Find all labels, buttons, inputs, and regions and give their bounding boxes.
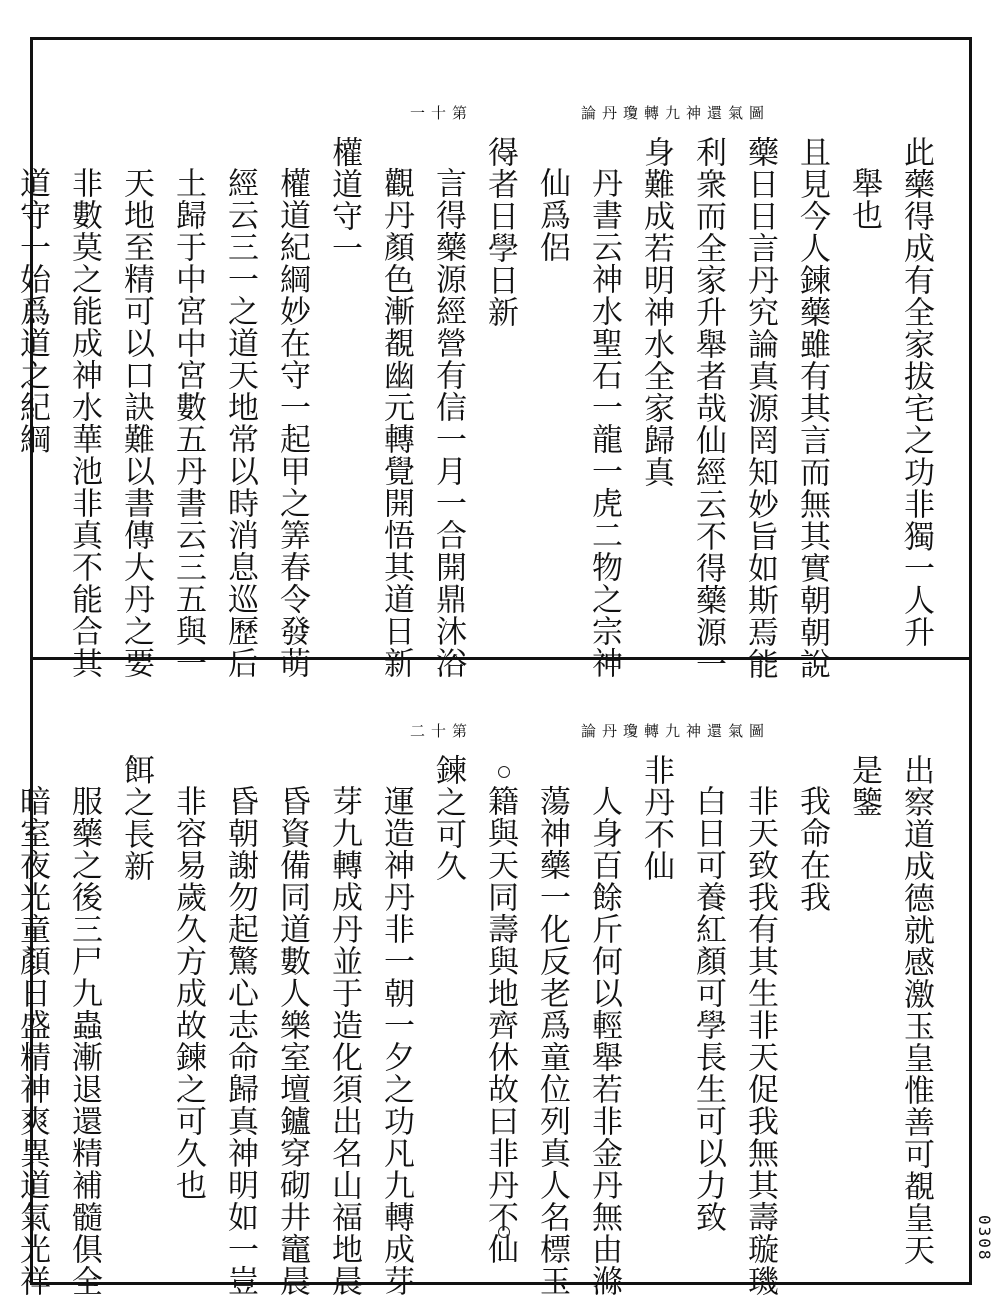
- text-column: 藥日日言丹究論真源罔知妙旨如斯焉能: [742, 136, 778, 680]
- section-mark-circle: [498, 1226, 510, 1238]
- text-column: 白日可養紅顏可學長生可以力致: [690, 785, 726, 1233]
- text-column: 芽九轉成丹並于造化須出名山福地晨: [326, 785, 362, 1297]
- text-column: 道守一始爲道之紀綱: [14, 167, 50, 455]
- text-column: [0, 754, 2, 1297]
- page-number: 0308: [975, 1215, 994, 1262]
- text-column: 言得藥源經營有信一月一合開鼎沐浴: [430, 167, 466, 679]
- text-column: 權道守一: [326, 136, 362, 264]
- text-column: 天地至精可以口訣難以書傳大丹之要: [118, 167, 154, 679]
- text-column: 出察道成德就感激玉皇惟善可覩皇天: [898, 754, 934, 1266]
- text-column: 蕩神藥一化反老爲童位列真人名標玉: [534, 785, 570, 1297]
- text-column: 我命在我: [794, 785, 830, 913]
- text-column: 土歸于中宮中宮數五丹書云三五與一: [170, 167, 206, 679]
- text-column: 餌之長新: [118, 754, 154, 882]
- text-column: 利衆而全家升舉者哉仙經云不得藥源一: [690, 136, 726, 680]
- text-column: 舉也: [846, 167, 882, 231]
- text-column: 非容易歲久方成故鍊之可久也: [170, 785, 206, 1201]
- text-column: [0, 136, 2, 680]
- text-column: 非天致我有其生非天促我無其壽璇璣: [742, 785, 778, 1297]
- top-columns: [0, 136, 938, 680]
- text-column: 經云三一之道天地常以時消息巡歷后: [222, 167, 258, 679]
- text-column: 且見今人鍊藥雖有其言而無其實朝朝說: [794, 136, 830, 680]
- text-column: 仙爲侶: [534, 167, 570, 263]
- text-column: 昏資備同道數人樂室壇鑪穿砌井竈晨: [274, 785, 310, 1297]
- text-column: 身難成若明神水全家歸真: [638, 136, 674, 488]
- text-column: 籍與天同壽與地齊休故曰非丹不仙: [482, 785, 518, 1265]
- text-column: 昏朝謝勿起驚心志命歸真神明如一豈: [222, 785, 258, 1297]
- section-mark-circle: [498, 147, 510, 159]
- text-column: 丹書云神水聖石一龍一虎二物之宗神: [586, 167, 622, 679]
- text-column: 觀丹顏色漸覩幽元轉覺開悟其道日新: [378, 167, 414, 679]
- text-column: 服藥之後三尸九蟲漸退還精補髓俱全: [66, 785, 102, 1297]
- top-header-title: 圖氣還神九轉瓊丹論: [580, 104, 770, 122]
- bottom-header-title: 圖氣還神九轉瓊丹論: [580, 722, 770, 740]
- text-column: 人身百餘斤何以輕舉若非金丹無由滌: [586, 785, 622, 1297]
- text-column: 鍊之可久: [430, 754, 466, 882]
- section-mark-circle: [498, 766, 510, 778]
- text-column: 非數莫之能成神水華池非真不能合其: [66, 167, 102, 679]
- top-header-page: 第十一: [410, 104, 474, 122]
- bottom-panel: [14, 718, 968, 1297]
- text-column: 是鑒: [846, 754, 882, 818]
- bottom-header-page: 第十二: [410, 722, 474, 740]
- top-panel: [14, 100, 968, 680]
- text-column: 非丹不仙: [638, 754, 674, 882]
- bottom-columns: [0, 754, 938, 1297]
- text-column: 權道紀綱妙在守一起甲之筭春令發萌: [274, 167, 310, 679]
- text-column: 暗室夜光童顏日盛精神爽異道氣光祥: [14, 785, 50, 1297]
- text-column: 運造神丹非一朝一夕之功凡九轉成芽: [378, 785, 414, 1297]
- text-column: 此藥得成有全家拔宅之功非獨一人升: [898, 136, 934, 648]
- text-column: 得者日學日新: [482, 136, 518, 328]
